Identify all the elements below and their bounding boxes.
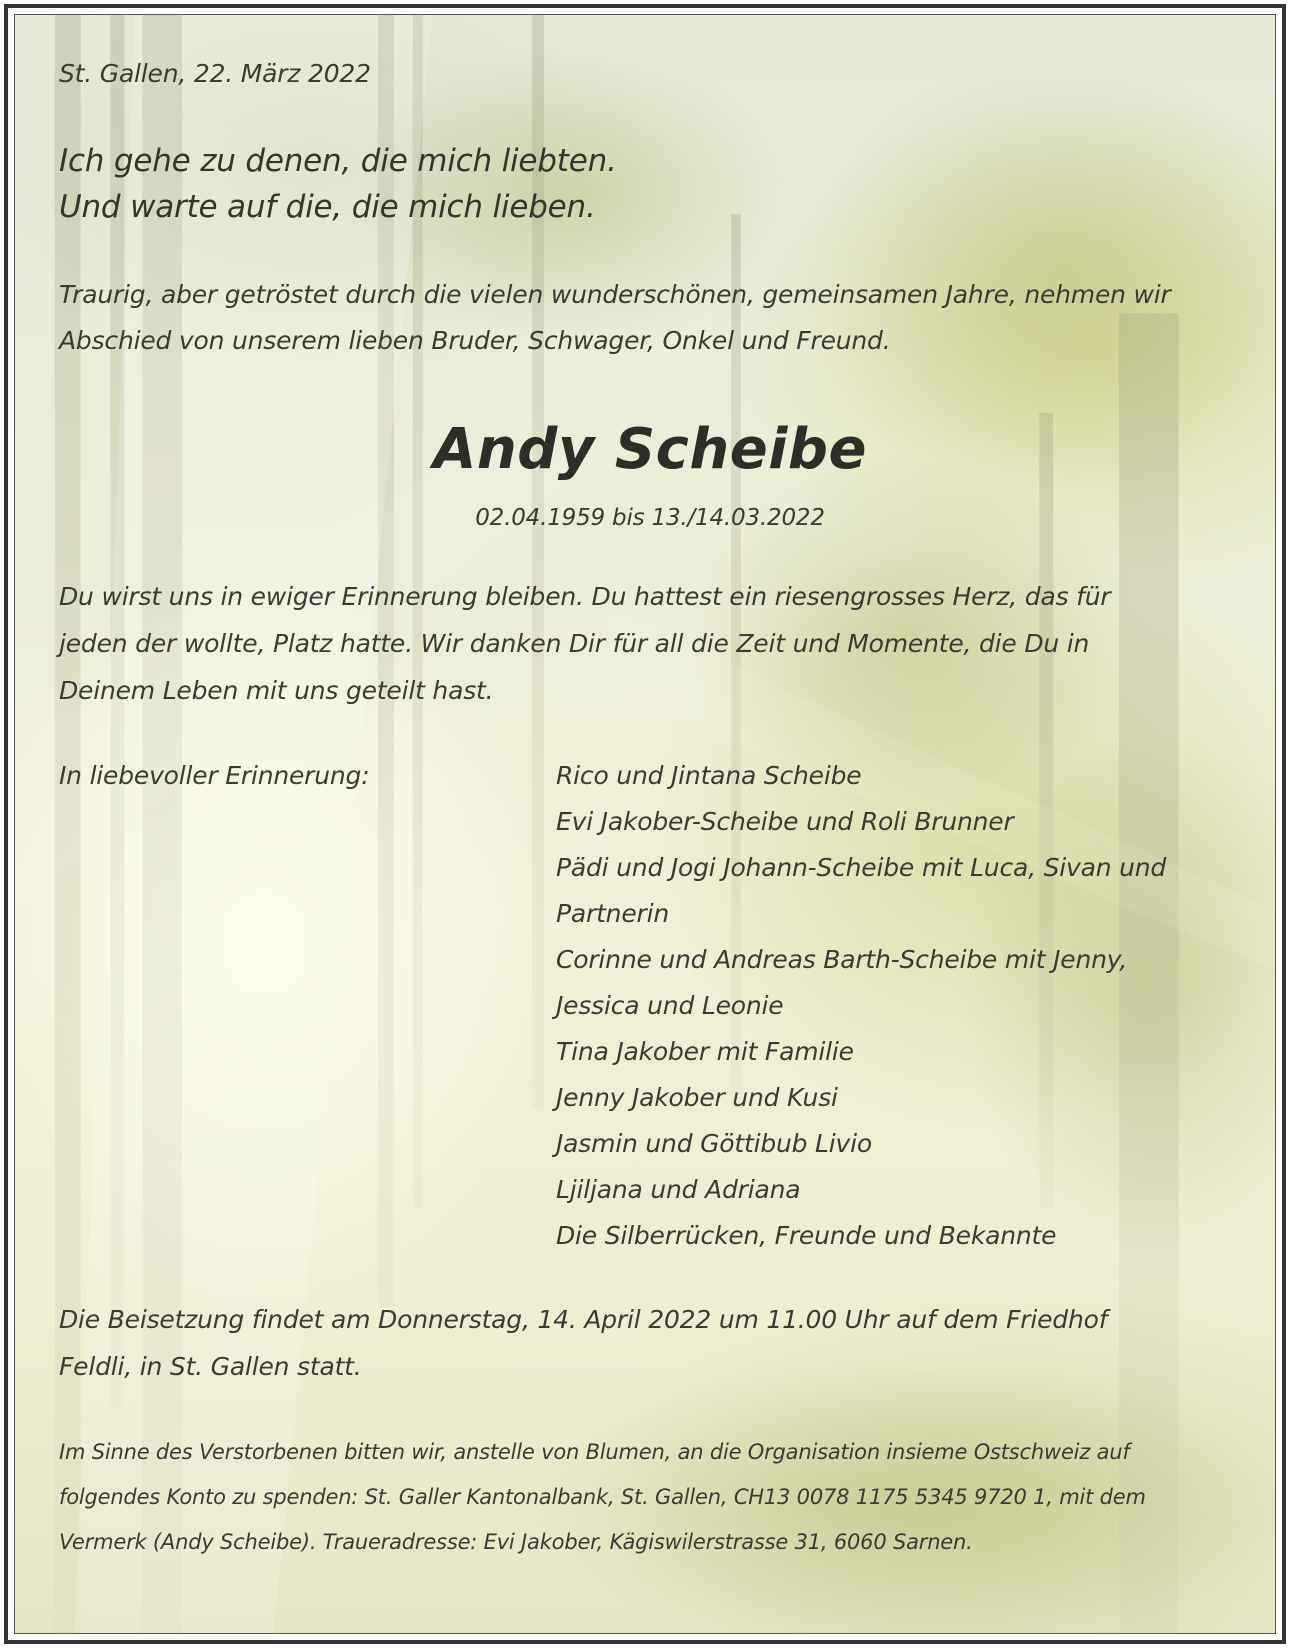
tribute-line-1: Du wirst uns in ewiger Erinnerung bleiben. Du hattest ein riesengrosses Herz, das für — [59, 582, 1111, 611]
donation-line-3: Vermerk (Andy Scheibe). Traueradresse: Evi Jakober, Kägiswilerstrasse 31, 6060 Sarnen. — [59, 1530, 973, 1554]
place-date: St. Gallen, 22. März 2022 — [59, 59, 371, 88]
mourner-line: Rico und Jintana Scheibe — [556, 761, 862, 790]
mourner-line: Pädi und Jogi Johann-Scheibe mit Luca, Sivan und — [556, 853, 1167, 882]
deceased-lifespan: 02.04.1959 bis 13./14.03.2022 — [475, 505, 825, 531]
forest-background — [14, 14, 1276, 1634]
mourner-line: Partnerin — [556, 899, 669, 928]
mourner-line: Tina Jakober mit Familie — [556, 1037, 854, 1066]
intro-line-1: Traurig, aber getröstet durch die vielen wunderschönen, gemeinsamen Jahre, nehmen wir — [59, 280, 1171, 309]
mourners-label: In liebevoller Erinnerung: — [59, 761, 370, 790]
intro-line-2: Abschied von unserem lieben Bruder, Schwager, Onkel und Freund. — [59, 326, 891, 355]
notice-content — [15, 15, 1275, 1633]
notice-frame — [4, 4, 1286, 1644]
donation-line-1: Im Sinne des Verstorbenen bitten wir, anstelle von Blumen, an die Organisation insieme Ostschweiz auf — [59, 1440, 1130, 1464]
mourner-line: Corinne und Andreas Barth-Scheibe mit Jenny, — [556, 945, 1128, 974]
mourner-line: Evi Jakober-Scheibe und Roli Brunner — [556, 807, 1014, 836]
mourner-line: Jenny Jakober und Kusi — [556, 1083, 838, 1112]
quote-line-1: Ich gehe zu denen, die mich liebten. — [59, 143, 617, 179]
quote-line-2: Und warte auf die, die mich lieben. — [59, 189, 596, 225]
service-line-1: Die Beisetzung findet am Donnerstag, 14. April 2022 um 11.00 Uhr auf dem Friedhof — [59, 1305, 1108, 1334]
mourner-line: Jessica und Leonie — [556, 991, 784, 1020]
donation-line-2: folgendes Konto zu spenden: St. Galler Kantonalbank, St. Gallen, CH13 0078 1175 5345 9720 1, mit dem — [59, 1485, 1146, 1509]
mourner-line: Die Silberrücken, Freunde und Bekannte — [556, 1221, 1057, 1250]
tribute-line-2: jeden der wollte, Platz hatte. Wir danken Dir für all die Zeit und Momente, die Du in — [59, 629, 1090, 658]
tribute-line-3: Deinem Leben mit uns geteilt hast. — [59, 676, 494, 705]
deceased-name: Andy Scheibe — [433, 417, 867, 482]
mourner-line: Jasmin und Göttibub Livio — [556, 1129, 872, 1158]
mourner-line: Ljiljana und Adriana — [556, 1175, 801, 1204]
service-line-2: Feldli, in St. Gallen statt. — [59, 1352, 362, 1381]
